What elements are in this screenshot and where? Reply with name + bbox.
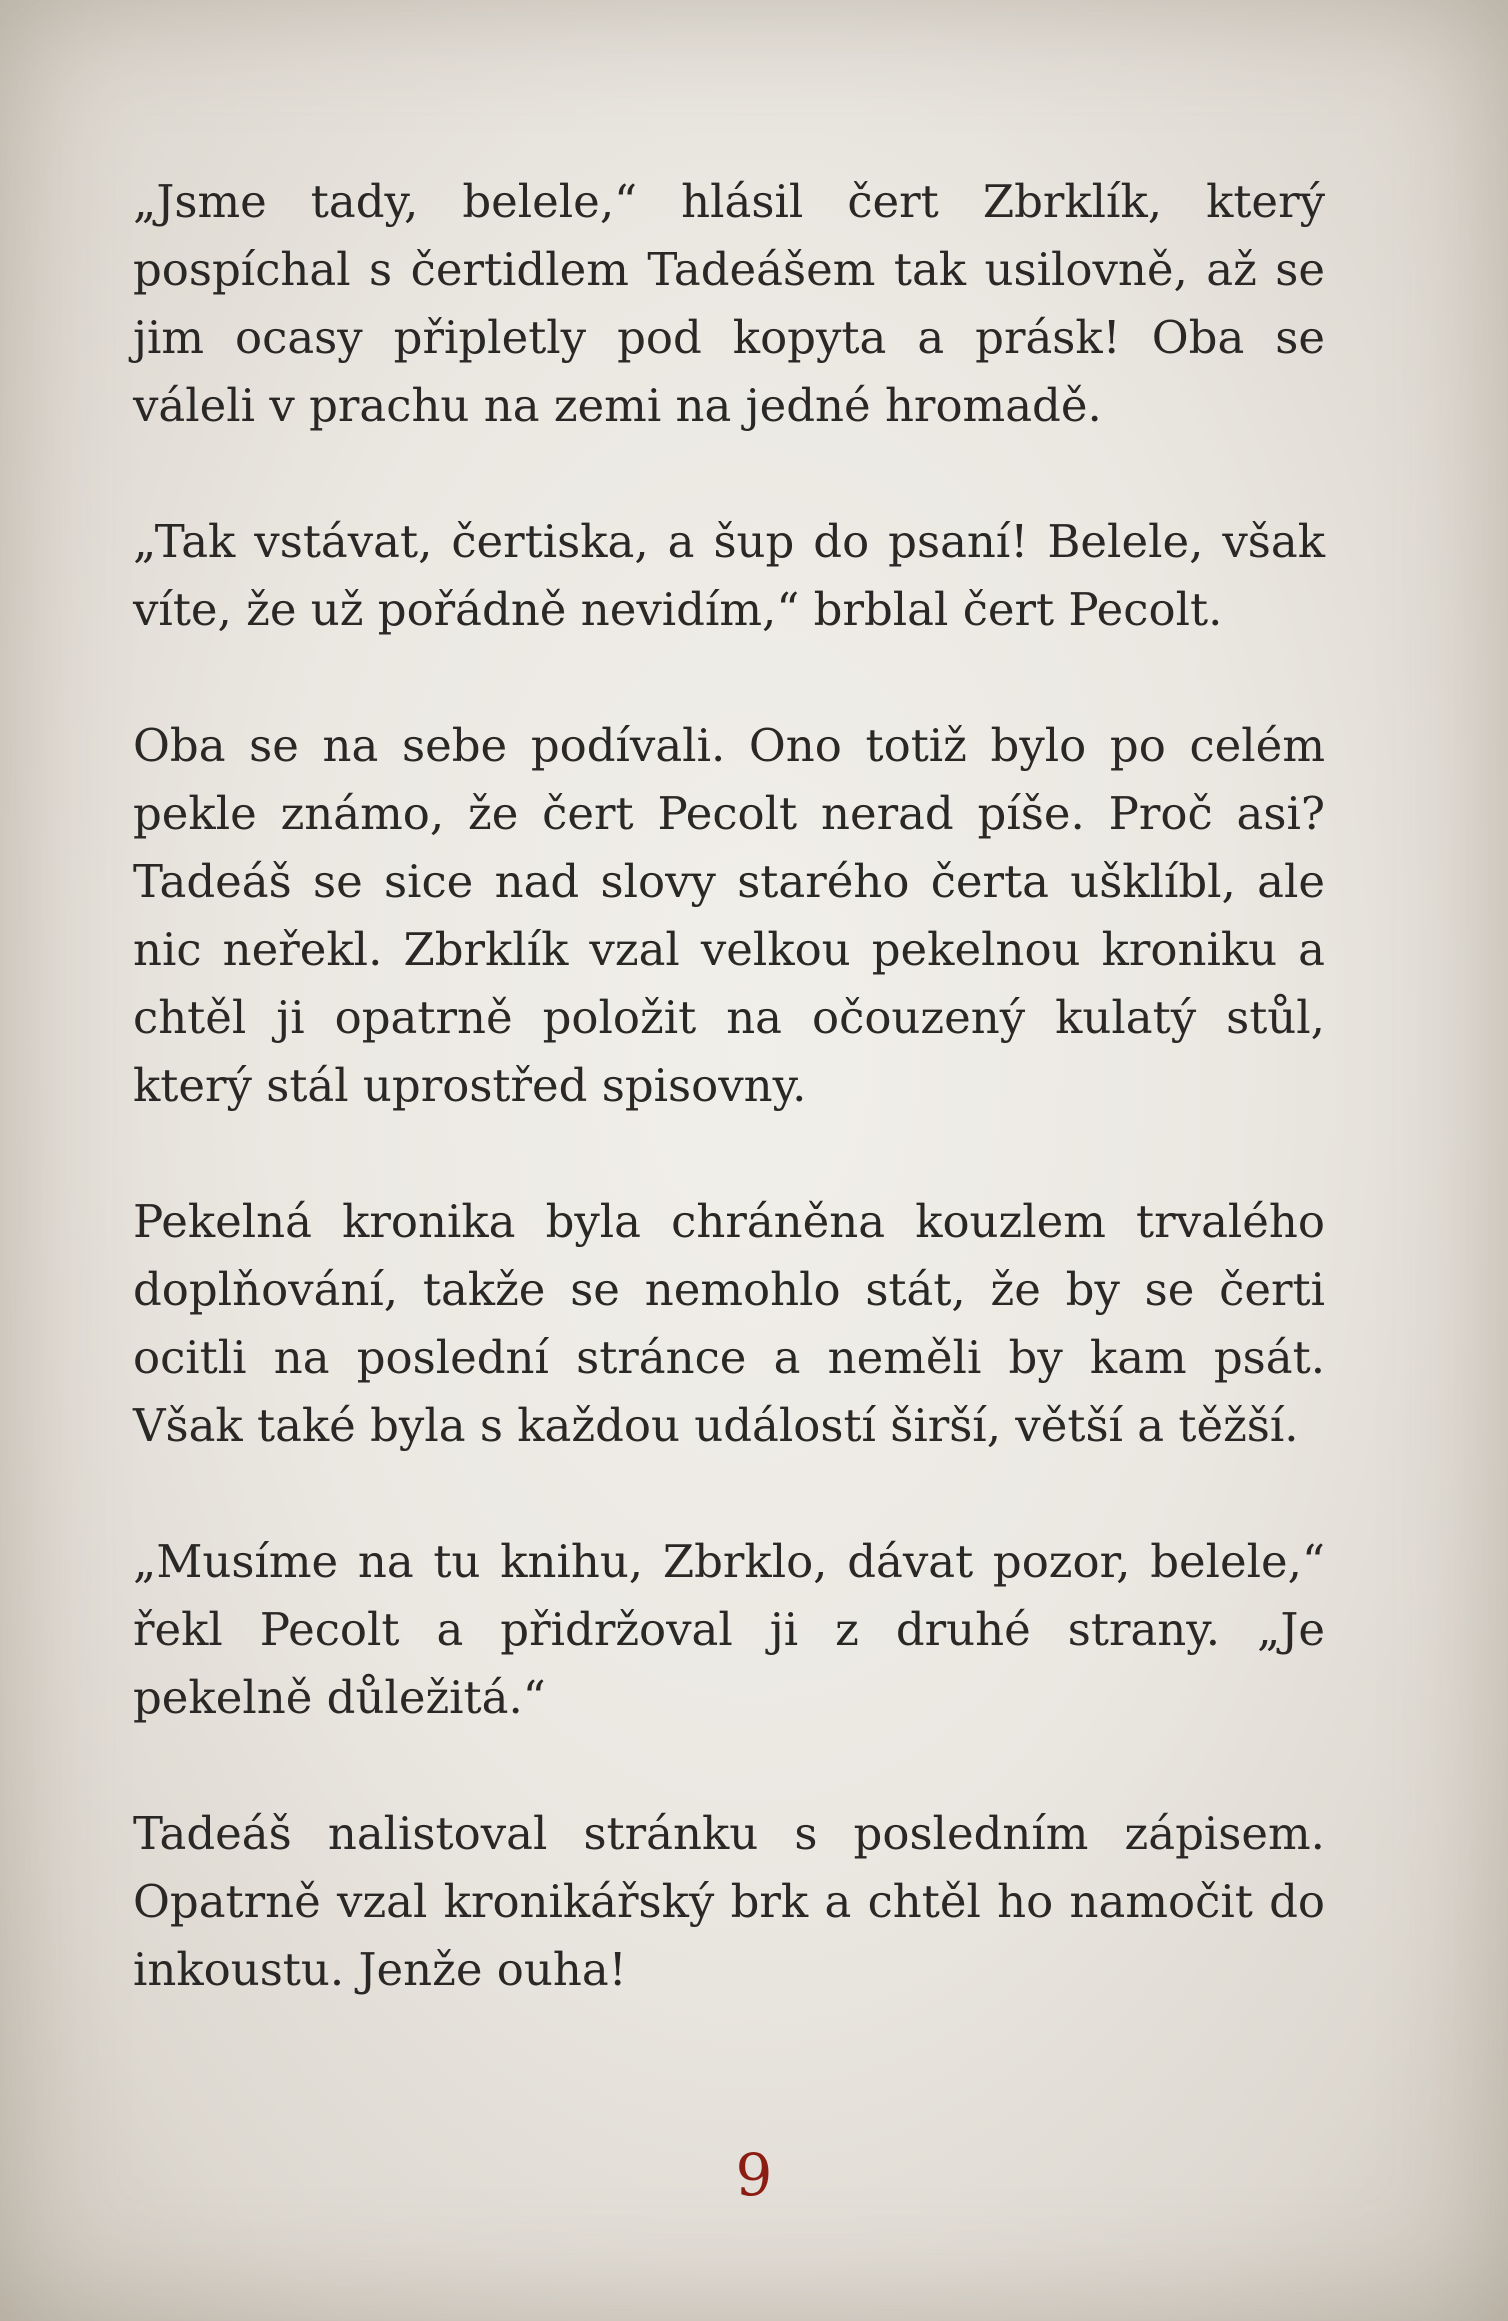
page-number: 9 — [735, 2141, 773, 2209]
body-text — [133, 168, 1325, 2004]
paragraph-5: „Musíme na tu knihu, Zbrklo, dávat pozor, belele,“ řekl Pecolt a přidržoval ji z druhé strany. „Je pekelně důležitá.“ — [133, 1535, 1325, 1724]
paragraph-2: „Tak vstávat, čertiska, a šup do psaní! Belele, však víte, že už pořádně nevidím,“ brblal čert Pecolt. — [133, 515, 1325, 636]
paragraph-1: „Jsme tady, belele,“ hlásil čert Zbrklík, který pospíchal s čertidlem Tadeášem tak usilovně, až se jim ocasy připletly pod kopyta a prásk! Oba se váleli v prachu na zemi na jedné hromadě. — [133, 175, 1325, 432]
paragraph-3: Oba se na sebe podívali. Ono totiž bylo po celém pekle známo, že čert Pecolt nerad píše. Proč asi? Tadeáš se sice nad slovy starého čerta ušklíbl, ale nic neřekl. Zbrklík vzal velkou pekelnou kroniku a chtěl ji opatrně položit na očouzený kulatý stůl, který stál uprostřed spisovny. — [133, 719, 1325, 1112]
paragraph-4: Pekelná kronika byla chráněna kouzlem trvalého doplňování, takže se nemohlo stát, že by se čerti ocitli na poslední stránce a neměli by kam psát. Však také byla s každou událostí širší, větší a těžší. — [133, 1195, 1325, 1452]
paragraph-6: Tadeáš nalistoval stránku s posledním zápisem. Opatrně vzal kronikářský brk a chtěl ho namočit do inkoustu. Jenže ouha! — [133, 1807, 1325, 1996]
